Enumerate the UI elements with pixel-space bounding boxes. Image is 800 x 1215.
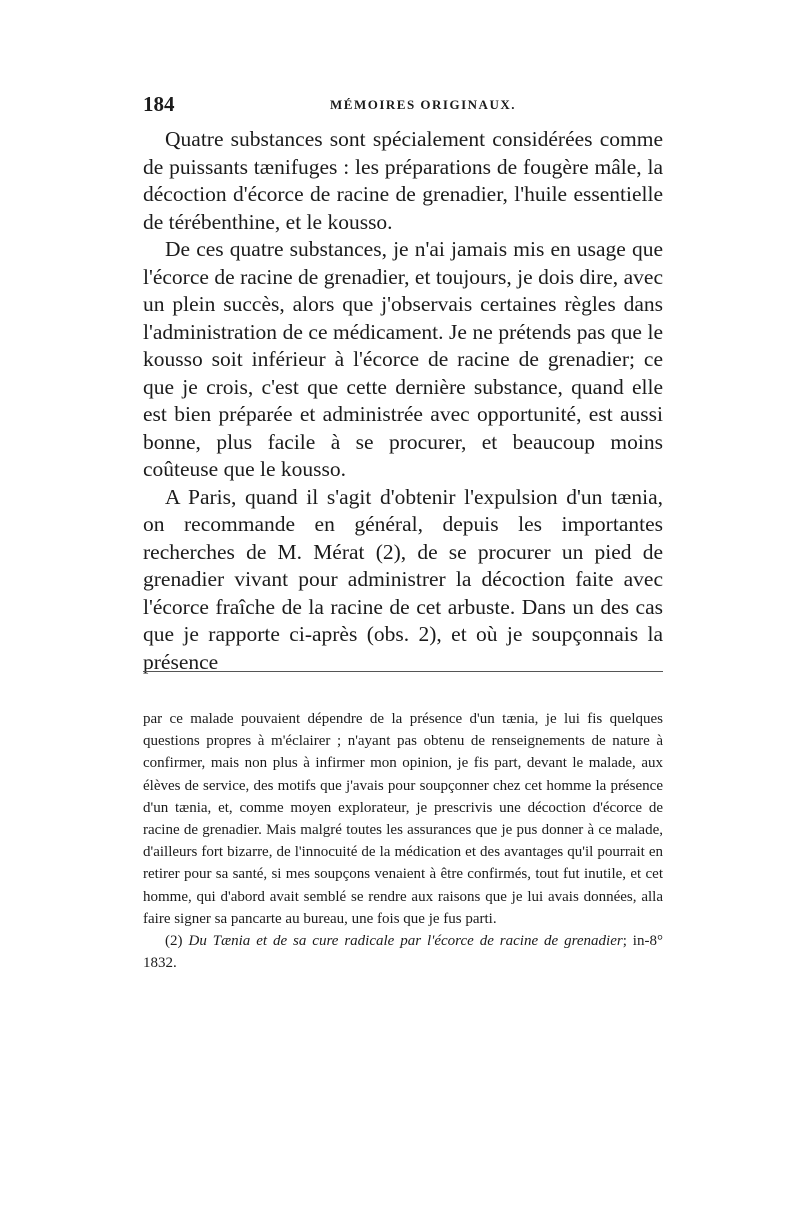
paragraph-substances: Quatre substances sont spécialement considérées comme de puissants tænifuges : les préparations de fougère mâle, la décoction d'écorce de racine de grenadier, l'huile essentielle de térébenthine, et le kousso.: [143, 127, 663, 234]
page-header: [143, 92, 663, 122]
footnote-continuation: par ce malade pouvaient dépendre de la présence d'un tænia, je lui fis quelques questions propres à m'éclairer ; n'ayant pas obtenu de renseignements de nature à confirmer, mais non plus à infirmer mon opinion, je fis part, devant le malade, aux élèves de service, des motifs que j'avais pour soupçonner chez cet homme la présence d'un tænia, et, comme moyen explorateur, je prescrivis une décoction d'écorce de racine de grenadier. Mais malgré toutes les assurances que je pus donner à ce malade, d'ailleurs fort bizarre, de l'innocuité de la médication et des avantages qu'il pourrait en retirer pour sa santé, si mes soupçons venaient à être confirmés, tout fut inutile, et cet homme, qui d'abord avait semblé se rendre aux raisons que je lui avais données, alla faire signer sa pancarte au bureau, une fois que je fus parti.: [143, 711, 663, 927]
page-number: 184: [143, 92, 175, 116]
footnote-divider: [143, 671, 663, 672]
footnotes: [143, 708, 663, 974]
footnote-2: [143, 930, 663, 974]
paragraph-grenadier: De ces quatre substances, je n'ai jamais mis en usage que l'écorce de racine de grenadier, et toujours, je dois dire, avec un plein succès, alors que j'observais certaines règles dans l'administration de ce médicament. Je ne prétends pas que le kousso soit inférieur à l'écorce de racine de grenadier; ce que je crois, c'est que cette dernière substance, quand elle est bien préparée et administrée avec opportunité, est aussi bonne, plus facile à se procurer, et beaucoup moins coûteuse que le kousso.: [143, 237, 663, 481]
footnote-book-title: Du Tænia et de sa cure radicale par l'écorce de racine de grenadier: [188, 933, 623, 950]
footnote-marker: (2): [165, 933, 183, 950]
main-text: [143, 126, 663, 676]
paragraph-paris: A Paris, quand il s'agit d'obtenir l'expulsion d'un tænia, on recommande en général, depuis les importantes recherches de M. Mérat (2), de se procurer un pied de grenadier vivant pour administrer la décoction faite avec l'écorce fraîche de la racine de cet arbuste. Dans un des cas que je rapporte ci-après (obs. 2), et où je soupçonnais la présence: [143, 484, 663, 674]
footnote-edition: ; in-8° 1832.: [143, 933, 663, 972]
running-head: MÉMOIRES ORIGINAUX.: [330, 97, 516, 112]
